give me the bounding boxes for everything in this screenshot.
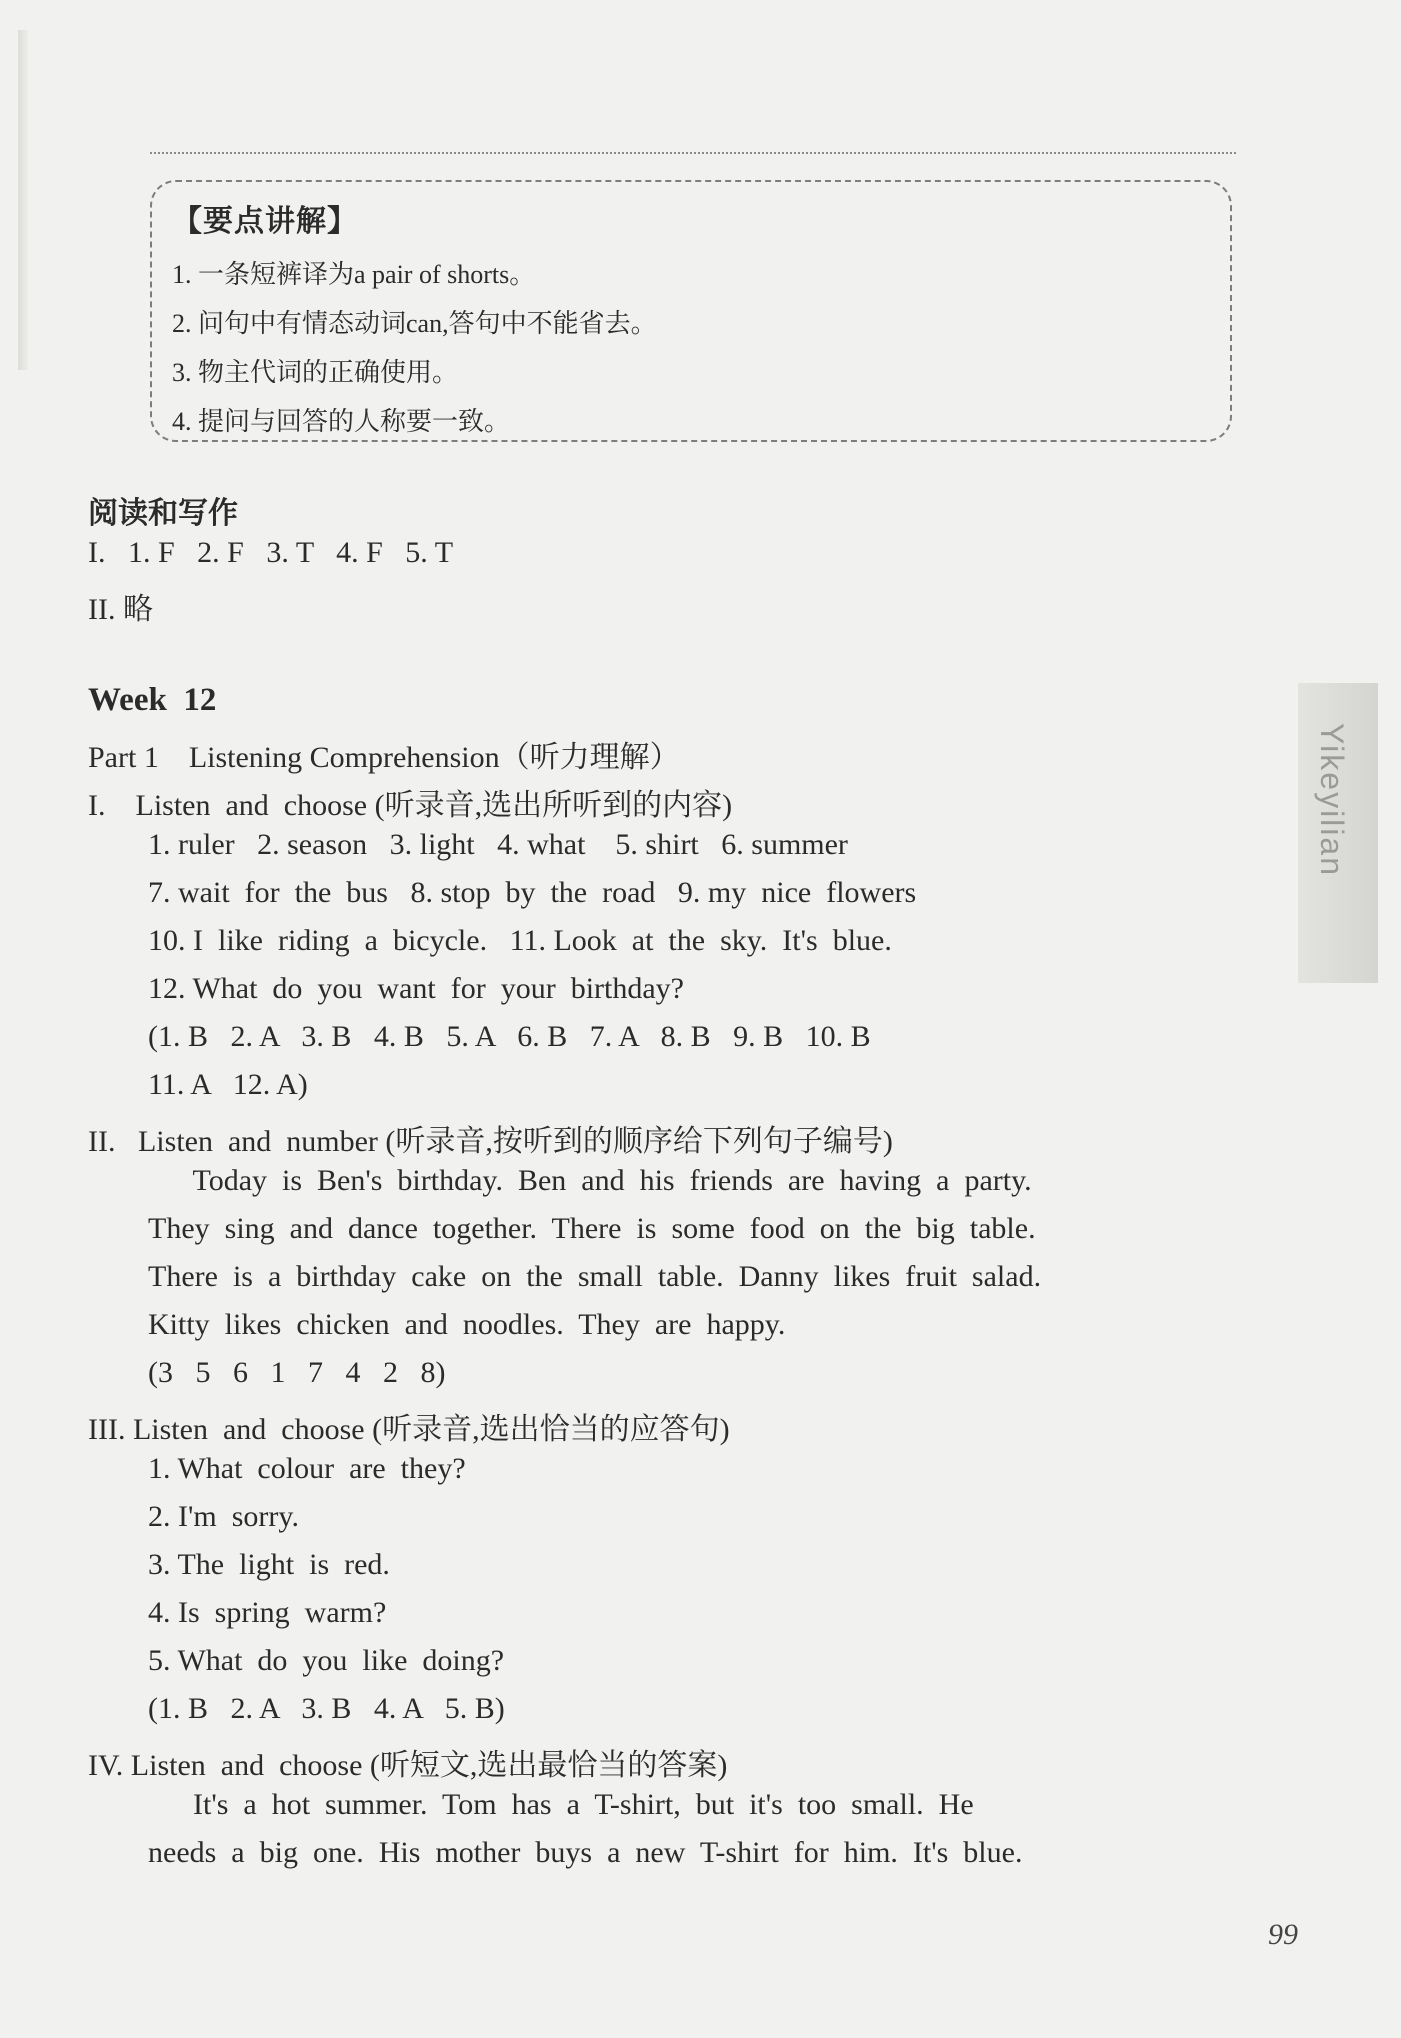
side-tab-label: Yikeyilian [1314,723,1350,877]
section-2-heading: II. Listen and number (听录音,按听到的顺序给下列句子编号) [88,1125,893,1158]
dotted-divider [150,152,1236,154]
section-1-line: 7. wait for the bus 8. stop by the road 9. my nice flowers [148,876,917,909]
keypoint-item: 1. 一条短裤译为a pair of shorts。 [172,260,536,289]
section-4-heading: IV. Listen and choose (听短文,选出最恰当的答案) [88,1749,728,1782]
section-2-answers: (3 5 6 1 7 4 2 8) [148,1356,446,1389]
section-1-answers: (1. B 2. A 3. B 4. B 5. A 6. B 7. A 8. B 9. B 10. B [148,1020,871,1053]
reading-answers-1: I. 1. F 2. F 3. T 4. F 5. T [88,536,454,569]
section-1-line: 10. I like riding a bicycle. 11. Look at the sky. It's blue. [148,924,892,957]
section-3-line: 5. What do you like doing? [148,1644,505,1677]
section-4-line: It's a hot summer. Tom has a T-shirt, but it's too small. He [148,1788,974,1821]
section-2-line: Kitty likes chicken and noodles. They are happy. [148,1308,786,1341]
section-2-line: Today is Ben's birthday. Ben and his friends are having a party. [148,1164,1032,1197]
section-3-line: 3. The light is red. [148,1548,390,1581]
section-4-line: needs a big one. His mother buys a new T-shirt for him. It's blue. [148,1836,1023,1869]
keypoint-item: 3. 物主代词的正确使用。 [172,358,459,387]
section-1-answers: 11. A 12. A) [148,1068,308,1101]
section-2-line: They sing and dance together. There is some food on the big table. [148,1212,1036,1245]
reading-heading: 阅读和写作 [88,497,238,530]
page-number: 99 [1268,1918,1298,1951]
page-edge-shadow [18,30,28,370]
keypoint-item: 2. 问句中有情态动词can,答句中不能省去。 [172,309,657,338]
section-1-line: 1. ruler 2. season 3. light 4. what 5. shirt 6. summer [148,828,848,861]
reading-answers-2: II. 略 [88,593,153,626]
section-3-line: 4. Is spring warm? [148,1596,387,1629]
section-1-heading: I. Listen and choose (听录音,选出所听到的内容) [88,789,733,822]
part1-heading: Part 1 Listening Comprehension（听力理解） [88,741,680,774]
section-3-line: 2. I'm sorry. [148,1500,299,1533]
keypoints-box [150,180,1232,442]
keypoints-title: 【要点讲解】 [172,205,358,238]
keypoint-item: 4. 提问与回答的人称要一致。 [172,407,511,436]
section-3-answers: (1. B 2. A 3. B 4. A 5. B) [148,1692,505,1725]
section-2-line: There is a birthday cake on the small table. Danny likes fruit salad. [148,1260,1042,1293]
section-1-line: 12. What do you want for your birthday? [148,972,685,1005]
side-tab [1298,683,1378,983]
section-3-line: 1. What colour are they? [148,1452,466,1485]
section-3-heading: III. Listen and choose (听录音,选出恰当的应答句) [88,1413,730,1446]
week-title: Week 12 [88,682,217,718]
